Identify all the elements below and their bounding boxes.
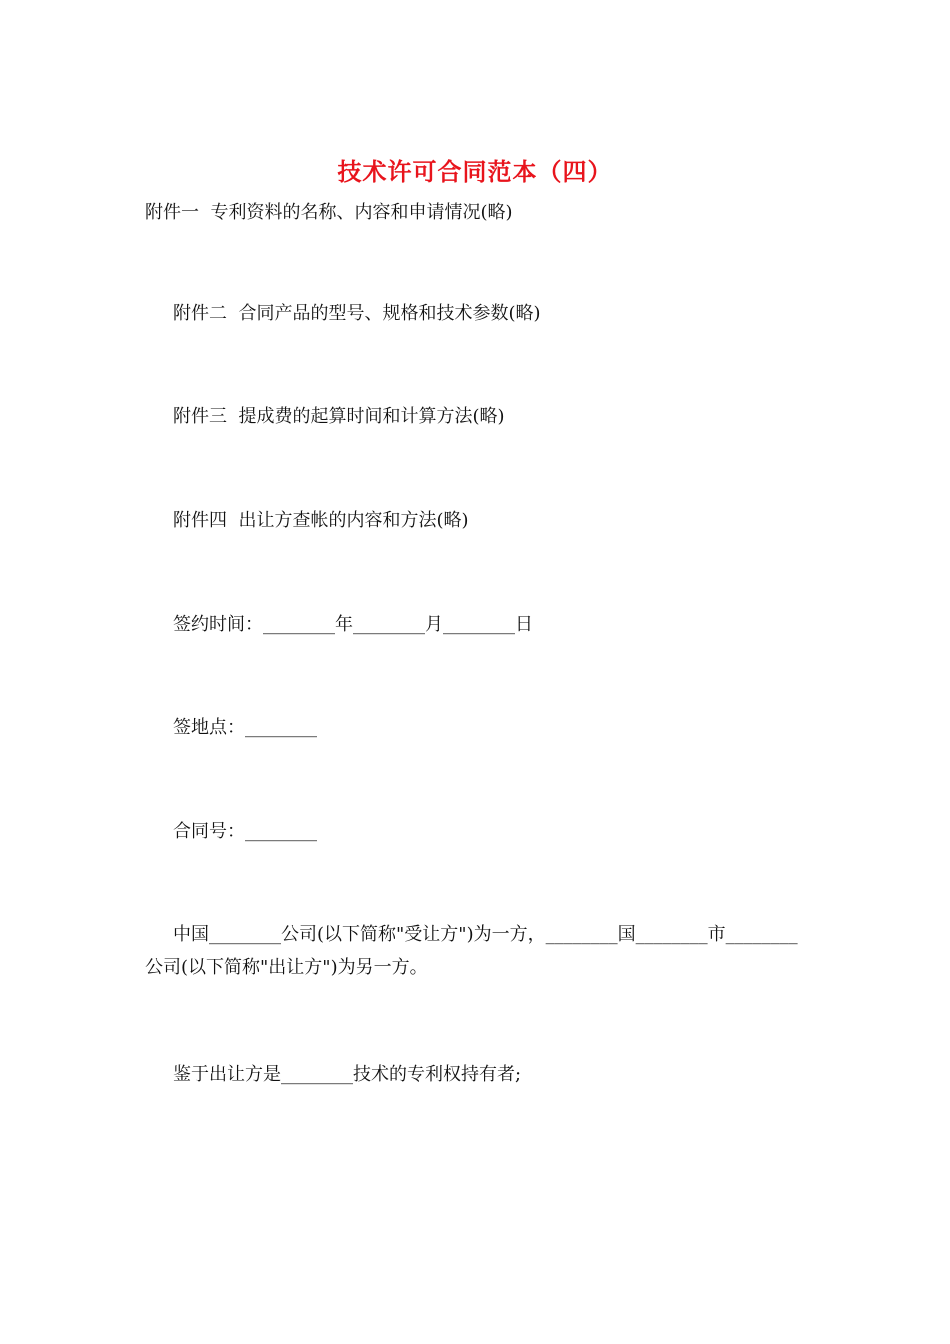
paragraph-annex-3: 附件三 提成费的起算时间和计算方法(略) bbox=[173, 406, 505, 427]
paragraph-signing-place: 签地点：________ bbox=[173, 717, 317, 738]
paragraph-annex-2: 附件二 合同产品的型号、规格和技术参数(略) bbox=[173, 303, 541, 324]
paragraph-signing-time: 签约时间：________年________月________日 bbox=[173, 614, 533, 635]
paragraph-contract-number: 合同号：________ bbox=[173, 821, 317, 842]
paragraph-annex-1: 附件一 专利资料的名称、内容和申请情况(略) bbox=[145, 202, 513, 223]
paragraph-annex-4: 附件四 出让方查帐的内容和方法(略) bbox=[173, 510, 469, 531]
paragraph-parties: 中国________公司(以下简称"受让方")为一方，________国________市________公司(以下简称"出让方")为另一方。 bbox=[145, 924, 798, 978]
document-title: 技术许可合同范本（四） bbox=[337, 157, 613, 186]
paragraph-whereas: 鉴于出让方是________技术的专利权持有者; bbox=[173, 1064, 522, 1085]
